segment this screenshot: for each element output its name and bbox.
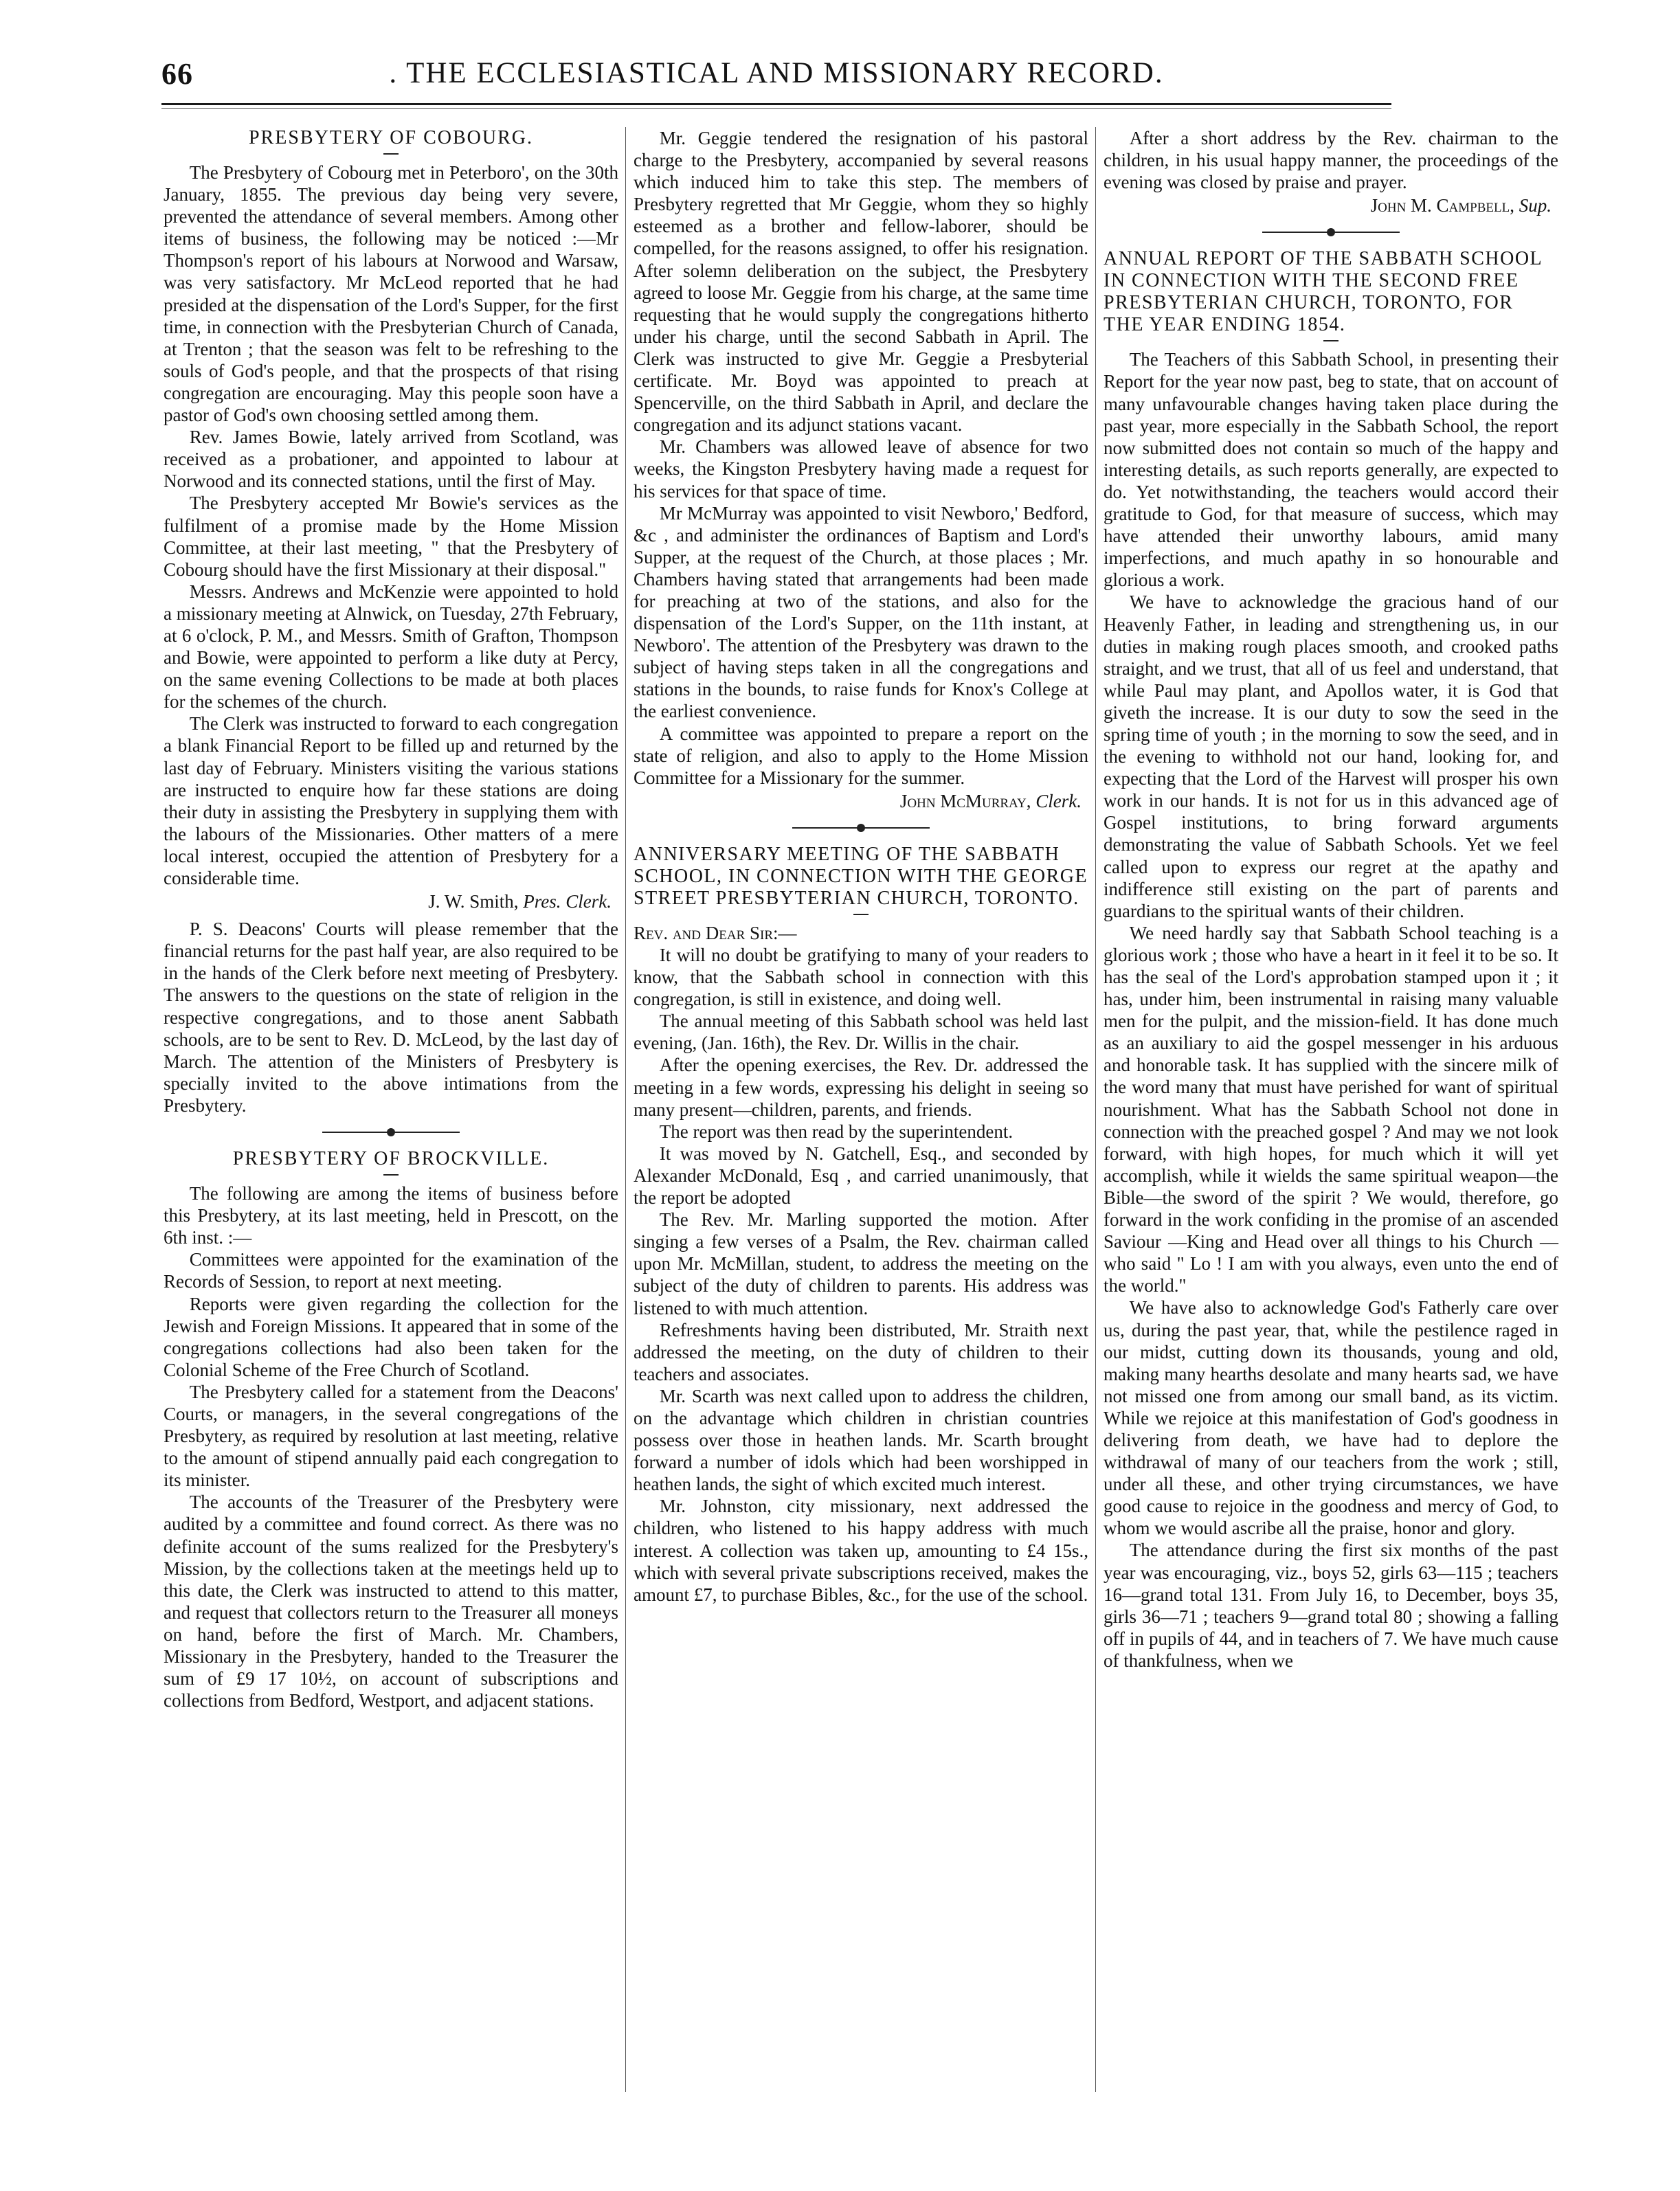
paragraph: The report was then read by the superintendent. [659, 1121, 1013, 1142]
signature-name: John McMurray, [899, 790, 1031, 811]
signature-name: John M. Campbell, [1370, 195, 1514, 216]
paragraph: Mr. Chambers was allowed leave of absence for two weeks, the Kingston Presbytery having made a request for his services for that space of time. [634, 436, 1088, 502]
column-3 [1104, 127, 1558, 1672]
header-rule-thin [161, 108, 1391, 109]
signature-title: Pres. Clerk. [523, 891, 612, 912]
paragraph: We have to acknowledge the gracious hand of our Heavenly Father, in leading and strengthening us, in our duties in making rough places smooth, and crooked paths straight, and we trust, that all of us feel and understand, that while Paul may plant, and Apollos water, it is God that giveth the increase. It is our duty to sow the seed in the spring time of youth ; in the morning to sow the seed, and in the evening to withhold not our hand, looking for, and expecting that the Lord of the Harvest will prosper his own work in our hands. It is not for us in this advanced age of Gospel institutions, to bring forward arguments demonstrating the value of Sabbath Schools. Yet we feel called upon to express our regret at the apathy and indifference still existing on the part of parents and guardians to the spiritual wants of their children. [1104, 592, 1558, 921]
paragraph: It was moved by N. Gatchell, Esq., and seconded by Alexander McDonald, Esq , and carried unanimously, that the report be adopted [634, 1143, 1088, 1209]
page-number: 66 [161, 57, 193, 91]
paragraph: We have also to acknowledge God's Fatherly care over us, during the past year, that, while the pestilence raged in our midst, cutting down its thousands, young and old, making many hearths desolate and many hearts sad, we have not missed one from among our small band, as its victim. While we rejoice at this manifestation of God's goodness in delivering from death, we have had to deplore the withdrawal of many of our teachers from the work ; still, under all these, and other trying circumstances, we have good cause to rejoice in the goodness and mercy of God, to whom we would ascribe all the praise, honor and glory. [1104, 1297, 1558, 1539]
column-divider [625, 127, 626, 2092]
paragraph: The following are among the items of business before this Presbytery, at its last meeting, held in Prescott, on the 6th inst. :— [164, 1183, 618, 1248]
paragraph: The Presbytery of Cobourg met in Peterboro', on the 30th January, 1855. The previous day being very severe, prevented the attendance of several members. Among other items of business, the following may be noticed :—Mr Thompson's report of his labours at Norwood and Warsaw, was very satisfactory. Mr McLeod reported that he had presided at the dispensation of the Lord's Supper, for the first time, in connection with the Presbyterian Church of Canada, at Trenton ; that the season was felt to be refreshing to the souls of God's people, and that the prospects of that rising congregation are encouraging. May this people soon have a pastor of God's own choosing settled among them. [164, 162, 618, 426]
paragraph: The Rev. Mr. Marling supported the motion. After singing a few verses of a Psalm, the Rev. chairman called upon Mr. McMillan, student, to address the meeting on the subject of the duty of children to parents. His address was listened to with much attention. [634, 1209, 1088, 1318]
section-ornament [792, 822, 930, 834]
postscript: P. S. Deacons' Courts will please remember that the financial returns for the past half year, are also required to be in the hands of the Clerk before next meeting of Presbytery. The answers to the questions on the state of religion in the respective congregations, and to those anent Sabbath schools, are to be sent to Rev. D. McLeod, by the last day of March. The attention of the Ministers of Presbytery is specially invited to the above intimations from the Presbytery. [164, 919, 618, 1116]
article-title-cobourg: PRESBYTERY OF COBOURG. [248, 127, 534, 148]
signature-title: Clerk. [1035, 790, 1082, 811]
title-dash [853, 914, 869, 915]
paragraph: Messrs. Andrews and McKenzie were appointed to hold a missionary meeting at Alnwick, on Tuesday, 27th February, at 6 o'clock, P. M., and Messrs. Smith of Grafton, Thompson and Bowie, were appointed to perform a like duty at Percy, on the same evening Collections to be made at both places for the schemes of the church. [164, 581, 618, 712]
paragraph: A committee was appointed to prepare a report on the state of religion, and also to apply to the Home Mission Committee for a Missionary for the summer. [634, 723, 1088, 788]
signature [164, 890, 612, 912]
column-divider [1095, 127, 1096, 2092]
paragraph: Mr. Johnston, city missionary, next addressed the children, who listened to his happy address with much interest. A collection was taken up, amounting to £4 15s., which with several private subscriptions received, makes the amount £7, to purchase Bibles, &c., for the use of the school. [634, 1496, 1088, 1605]
title-dash [383, 153, 399, 155]
running-title: . THE ECCLESIASTICAL AND MISSIONARY RECORD. [389, 57, 1164, 89]
paragraph: Refreshments having been distributed, Mr. Straith next addressed the meeting, on the duty of children to their teachers and associates. [634, 1319, 1088, 1384]
paragraph: Reports were given regarding the collection for the Jewish and Foreign Missions. It appeared that in some of the congregations collections had also been taken for the Colonial Scheme of the Free Church of Scotland. [164, 1293, 618, 1380]
paragraph: The attendance during the first six months of the past year was encouraging, viz., boys 52, girls 63—115 ; teachers 16—grand total 131. From July 16, to December, boys 35, girls 36—71 ; teachers 9—grand total 80 ; showing a falling off in pupils of 44, and in teachers of 7. We have much cause of thankfulness, when we [1104, 1540, 1558, 1671]
article-title-anniversary: ANNIVERSARY MEETING OF THE SABBATH SCHOOL, IN CONNECTION WITH THE GEORGE STREET PRESBYTERIAN CHURCH, TORONTO. [634, 843, 1088, 909]
column-1 [164, 127, 618, 1711]
section-ornament [1262, 226, 1400, 238]
paragraph: Mr McMurray was appointed to visit Newboro,' Bedford, &c , and administer the ordinances of Baptism and Lord's Supper, at the request of the Church, at those places ; Mr. Chambers having stated that arrangements had been made for preaching at two of the stations, and also for the dispensation of the Lord's Supper, on the 11th instant, at Newboro'. The attention of the Presbytery was drawn to the subject of having steps taken in all the congregations and stations in the bounds, to raise funds for Knox's College at the earliest convenience. [634, 502, 1088, 722]
page-header [161, 56, 1391, 104]
paragraph: After a short address by the Rev. chairman to the children, in his usual happy manner, the proceedings of the evening was closed by praise and prayer. [1104, 128, 1558, 193]
paragraph: The Presbytery accepted Mr Bowie's services as the fulfilment of a promise made by the Home Mission Committee, at their last meeting, " that the Presbytery of Cobourg should have the first Missionary at their disposal." [164, 493, 618, 580]
signature [1104, 194, 1552, 216]
paragraph: Mr. Geggie tendered the resignation of his pastoral charge to the Presbytery, accompanied by several reasons which induced him to take this step. The members of Presbytery regretted that Mr Geggie, whom they so highly esteemed as a brother and fellow-laborer, should be compelled, for the reasons assigned, to offer his resignation. After solemn deliberation on the subject, the Presbytery agreed to loose Mr. Geggie from his charge, at the same time requesting that he would supply the congregations hitherto under his charge, until the second Sabbath in April. The Clerk was instructed to give Mr. Geggie a Presbyterial certificate. Mr. Boyd was appointed to preach at Spencerville, on the third Sabbath in April, and declare the congregation and its adjunct stations vacant. [634, 128, 1088, 436]
paragraph: The Teachers of this Sabbath School, in presenting their Report for the year now past, beg to state, that on account of many unfavourable changes having taken place during the past year, more especially in the Sabbath School, the report now submitted does not contain so much of the happy and interesting details, as such reports generally, are expected to do. Yet notwithstanding, the teachers would accord their gratitude to God, for that measure of success, which may have attended their unworthy labours, amid many imperfections, and much apathy in so honourable and glorious a work. [1104, 349, 1558, 591]
paragraph: Mr. Scarth was next called upon to address the children, on the advantage which children in christian countries possess over those in heathen lands. Mr. Scarth brought forward a number of idols which had been worshipped in heathen lands, the sight of which excited much interest. [634, 1385, 1088, 1495]
paragraph: Committees were appointed for the examination of the Records of Session, to report at next meeting. [164, 1249, 618, 1292]
paragraph: It will no doubt be gratifying to many of your readers to know, that the Sabbath school in connection with this congregation, is still in existence, and doing well. [634, 945, 1088, 1010]
paragraph: Rev. James Bowie, lately arrived from Scotland, was received as a probationer, and appointed to labour at Norwood and its connected stations, until the first of May. [164, 427, 618, 492]
paragraph: We need hardly say that Sabbath School teaching is a glorious work ; those who have a heart in it feel it to be so. It has the seal of the Lord's approbation stamped upon it ; it has, under him, been instrumental in raising many valuable men for the pulpit, and the mission-field. It has done much as an auxiliary to aid the gospel messenger in his arduous and honorable task. It has supplied with the sincere milk of the word many that must have perished for want of spiritual nourishment. What has the Sabbath School not done in connection with the preached gospel ? And may we not look forward, with high hopes, for much which it will yet accomplish, while it wields the same spiritual weapon—the Bible—the sword of the spirit ? We would, therefore, go forward in the work confiding in the promise of an ascended Saviour —King and Head over all things to his Church —who said " Lo ! I am with you always, even unto the end of the world." [1104, 922, 1558, 1296]
salutation: Rev. and Dear Sir:— [634, 922, 797, 943]
paragraph: The annual meeting of this Sabbath school was held last evening, (Jan. 16th), the Rev. Dr. Willis in the chair. [634, 1011, 1088, 1054]
signature-title: Sup. [1519, 195, 1552, 216]
signature-name: J. W. Smith, [428, 891, 519, 912]
paragraph: The accounts of the Treasurer of the Presbytery were audited by a committee and found correct. As there was no definite account of the sums realized for the Presbytery's Mission, by the collections taken at the meetings held up to this date, the Clerk was instructed to attend to this matter, and request that collectors return to the Treasurer all moneys on hand, before the first of March. Mr. Chambers, Missionary in the Presbytery, handed to the Treasurer the sum of £9 17 10½, on account of subscriptions and collections from Bedford, Westport, and adjacent stations. [164, 1492, 618, 1711]
article-title-annual-report: ANNUAL REPORT OF THE SABBATH SCHOOL IN CONNECTION WITH THE SECOND FREE PRESBYTERIAN CHURCH, TORONTO, FOR THE YEAR ENDING 1854. [1104, 248, 1543, 336]
header-rule [161, 103, 1391, 105]
signature [634, 790, 1082, 812]
paragraph: The Clerk was instructed to forward to each congregation a blank Financial Report to be filled up and returned by the last day of February. Ministers visiting the various stations are instructed to enquire how far these stations are doing their duty in assisting the Presbytery in supplying them with the labours of the Missionaries. Other matters of a mere local interest, occupied the attention of Presbytery for a considerable time. [164, 713, 618, 888]
paragraph: After the opening exercises, the Rev. Dr. addressed the meeting in a few words, expressing his delight in seeing so many present—children, parents, and friends. [634, 1055, 1088, 1120]
article-title-brockville: PRESBYTERY OF BROCKVILLE. [232, 1148, 550, 1170]
title-dash [383, 1174, 399, 1176]
section-ornament [322, 1126, 460, 1138]
column-2 [634, 127, 1088, 1606]
paragraph: The Presbytery called for a statement from the Deacons' Courts, or managers, in the several congregations of the Presbytery, as required by resolution at last meeting, relative to the amount of stipend annually paid each congregation to its minister. [164, 1381, 618, 1491]
title-dash [1323, 340, 1339, 341]
